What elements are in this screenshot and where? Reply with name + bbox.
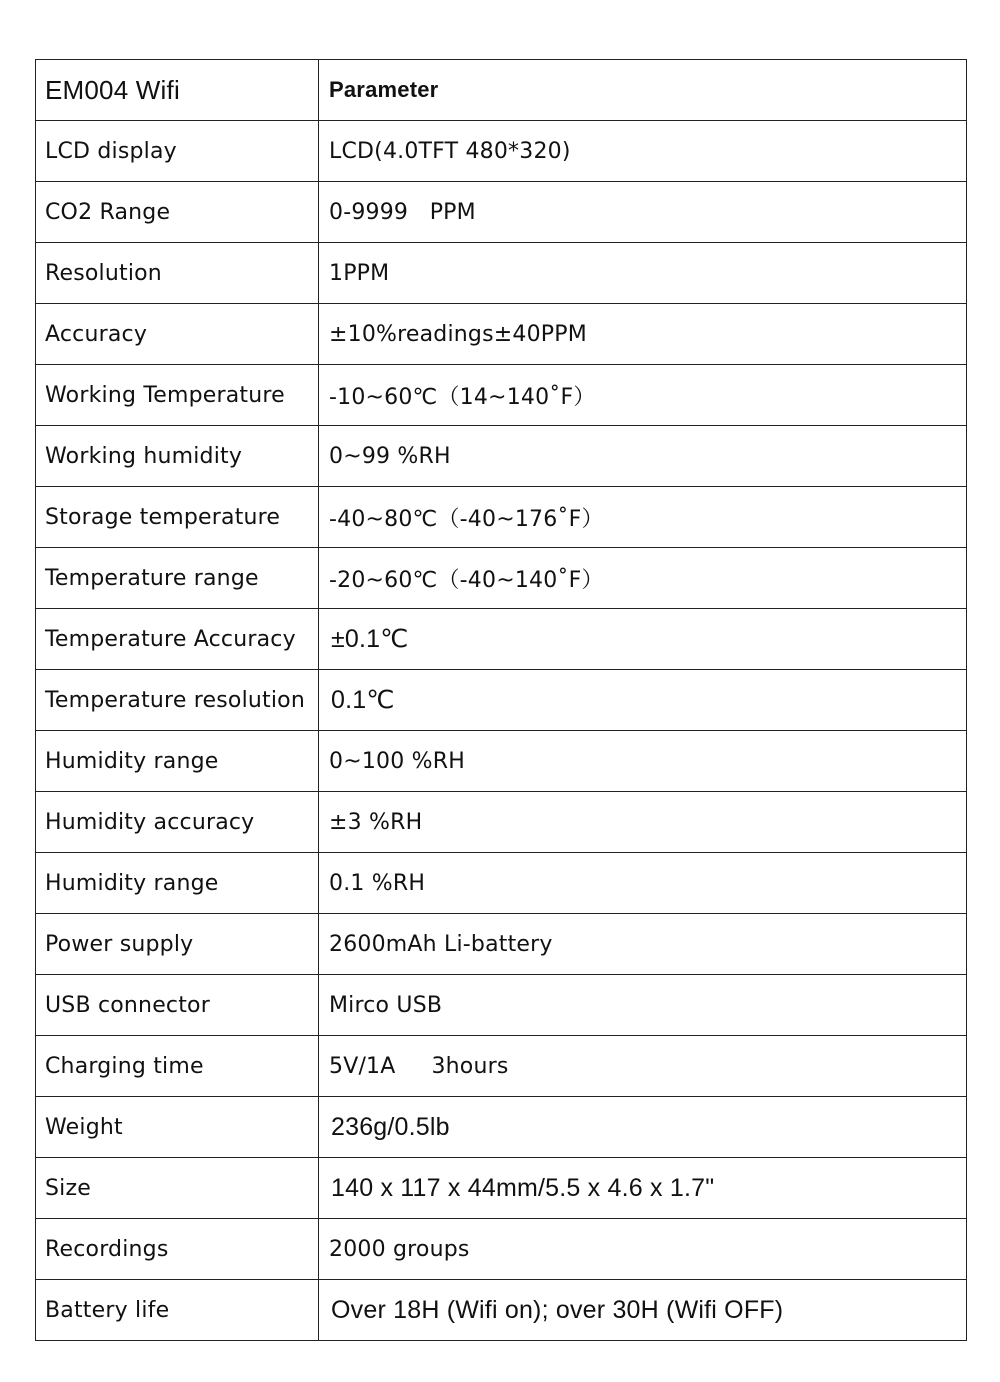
spec-value: 2000 groups <box>319 1219 967 1280</box>
spec-value: ±3 %RH <box>319 792 967 853</box>
spec-value: 0-9999 PPM <box>319 182 967 243</box>
spec-name: Temperature Accuracy <box>36 609 319 670</box>
table-row <box>36 1219 967 1280</box>
table-row <box>36 182 967 243</box>
table-row <box>36 1036 967 1097</box>
table-header-row <box>36 60 967 121</box>
table-row <box>36 731 967 792</box>
spec-name: Humidity range <box>36 731 319 792</box>
spec-name: Charging time <box>36 1036 319 1097</box>
spec-value: 5V/1A 3hours <box>319 1036 967 1097</box>
spec-value: 0~99 %RH <box>319 426 967 487</box>
table-row <box>36 304 967 365</box>
spec-name: Power supply <box>36 914 319 975</box>
table-row <box>36 487 967 548</box>
table-row <box>36 243 967 304</box>
table-row <box>36 1158 967 1219</box>
table-row <box>36 121 967 182</box>
spec-name: Working Temperature <box>36 365 319 426</box>
table-row <box>36 365 967 426</box>
table-row <box>36 609 967 670</box>
spec-value: 2600mAh Li-battery <box>319 914 967 975</box>
spec-name: Working humidity <box>36 426 319 487</box>
spec-name: Accuracy <box>36 304 319 365</box>
spec-name: Temperature resolution <box>36 670 319 731</box>
spec-name: Humidity accuracy <box>36 792 319 853</box>
spec-value: 1PPM <box>319 243 967 304</box>
table-row <box>36 853 967 914</box>
spec-value: Over 18H (Wifi on); over 30H (Wifi OFF) <box>319 1280 967 1341</box>
table-row <box>36 426 967 487</box>
spec-name: Size <box>36 1158 319 1219</box>
spec-value: ±10%readings±40PPM <box>319 304 967 365</box>
spec-name: CO2 Range <box>36 182 319 243</box>
spec-name: Weight <box>36 1097 319 1158</box>
spec-value: 0.1 %RH <box>319 853 967 914</box>
table-row <box>36 670 967 731</box>
spec-value: -10~60℃（14~140˚F） <box>319 365 967 426</box>
spec-name: Recordings <box>36 1219 319 1280</box>
spec-value: ±0.1℃ <box>319 609 967 670</box>
table-row <box>36 975 967 1036</box>
spec-value: LCD(4.0TFT 480*320) <box>319 121 967 182</box>
table-row <box>36 1097 967 1158</box>
spec-value: Mirco USB <box>319 975 967 1036</box>
spec-value: -40~80℃（-40~176˚F） <box>319 487 967 548</box>
spec-name: LCD display <box>36 121 319 182</box>
spec-value: -20~60℃（-40~140˚F） <box>319 548 967 609</box>
spec-name: Resolution <box>36 243 319 304</box>
spec-value: 0.1℃ <box>319 670 967 731</box>
spec-value: 236g/0.5lb <box>319 1097 967 1158</box>
table-row <box>36 792 967 853</box>
spec-table <box>35 59 967 1341</box>
spec-value: 140 x 117 x 44mm/5.5 x 4.6 x 1.7" <box>319 1158 967 1219</box>
parameter-header: Parameter <box>319 60 967 121</box>
spec-name: Temperature range <box>36 548 319 609</box>
table-row <box>36 548 967 609</box>
table-row <box>36 914 967 975</box>
spec-name: Humidity range <box>36 853 319 914</box>
spec-name: Storage temperature <box>36 487 319 548</box>
model-name: EM004 Wifi <box>36 60 319 121</box>
spec-name: USB connector <box>36 975 319 1036</box>
spec-value: 0~100 %RH <box>319 731 967 792</box>
table-row <box>36 1280 967 1341</box>
spec-name: Battery life <box>36 1280 319 1341</box>
